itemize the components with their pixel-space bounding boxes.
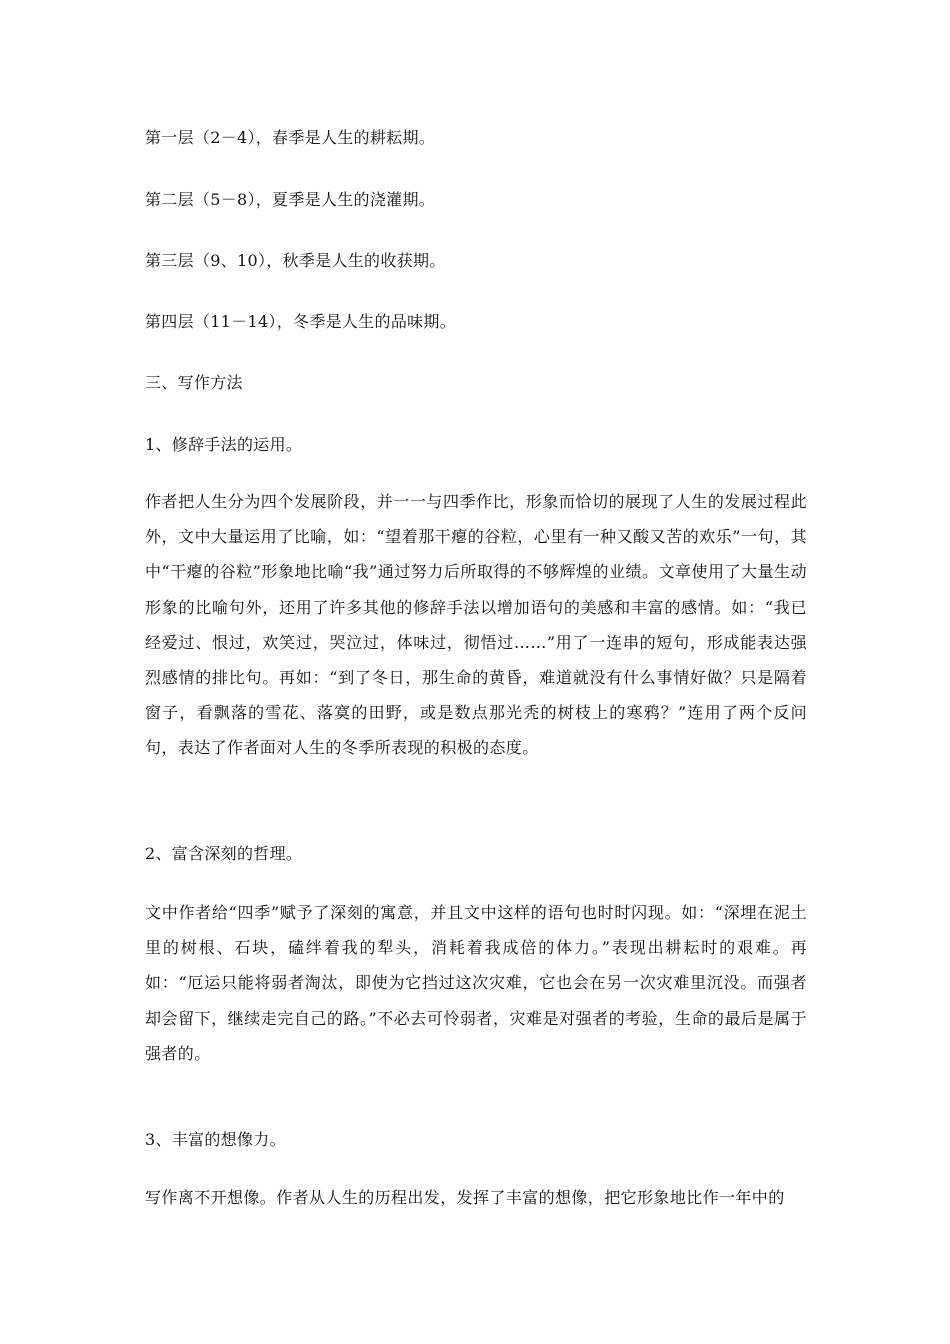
method-3-heading: 3、丰富的想像力。	[145, 1130, 286, 1149]
method-2-heading: 2、富含深刻的哲理。	[145, 844, 303, 863]
layer-1-line: 第一层（2－4），春季是人生的耕耘期。	[145, 128, 436, 147]
paragraph-rhetoric: 作者把人生分为四个发展阶段，并一一与四季作比，形象而恰切的展现了人生的发展过程此外，文中大量运用了比喻，如：“望着那干瘪的谷粒，心里有一种又酸又苦的欢乐”一句，其中“干瘪的谷粒”形象地比喻“我”通过努力后所取得的不够辉煌的业绩。文章使用了大量生动形象的比喻句外，还用了许多其他的修辞手法以增加语句的美感和丰富的感情。如：“我已经爱过、恨过，欢笑过，哭泣过，体味过，彻悟过……”用了一连串的短句，形成能表达强烈感情的排比句。再如：“到了冬日，那生命的黄昏，难道就没有什么事情好做？只是隔着窗子，看飘落的雪花、落寞的田野，或是数点那光秃的树枝上的寒鸦？”连用了两个反问句，表达了作者面对人生的冬季所表现的积极的态度。	[145, 492, 807, 758]
method-1-heading: 1、修辞手法的运用。	[145, 435, 303, 454]
paragraph-philosophy: 文中作者给“四季”赋予了深刻的寓意，并且文中这样的语句也时时闪现。如：“深埋在泥土里的树根、石块，磕绊着我的犁头，消耗着我成倍的体力。”表现出耕耘时的艰难。再如：“厄运只能将弱者淘汰，即使为它挡过这次灾难，它也会在另一次灾难里沉没。而强者却会留下，继续走完自己的路。”不必去可怜弱者，灾难是对强者的考验，生命的最后是属于强者的。	[145, 903, 807, 1063]
paragraph-imagination: 写作离不开想像。作者从人生的历程出发，发挥了丰富的想像，把它形象地比作一年中的	[145, 1188, 785, 1207]
section-heading-writing-methods: 三、写作方法	[145, 373, 243, 392]
layer-3-line: 第三层（9、10），秋季是人生的收获期。	[145, 251, 446, 270]
layer-4-line: 第四层（11－14），冬季是人生的品味期。	[145, 312, 457, 331]
layer-2-line: 第二层（5－8），夏季是人生的浇灌期。	[145, 190, 436, 209]
